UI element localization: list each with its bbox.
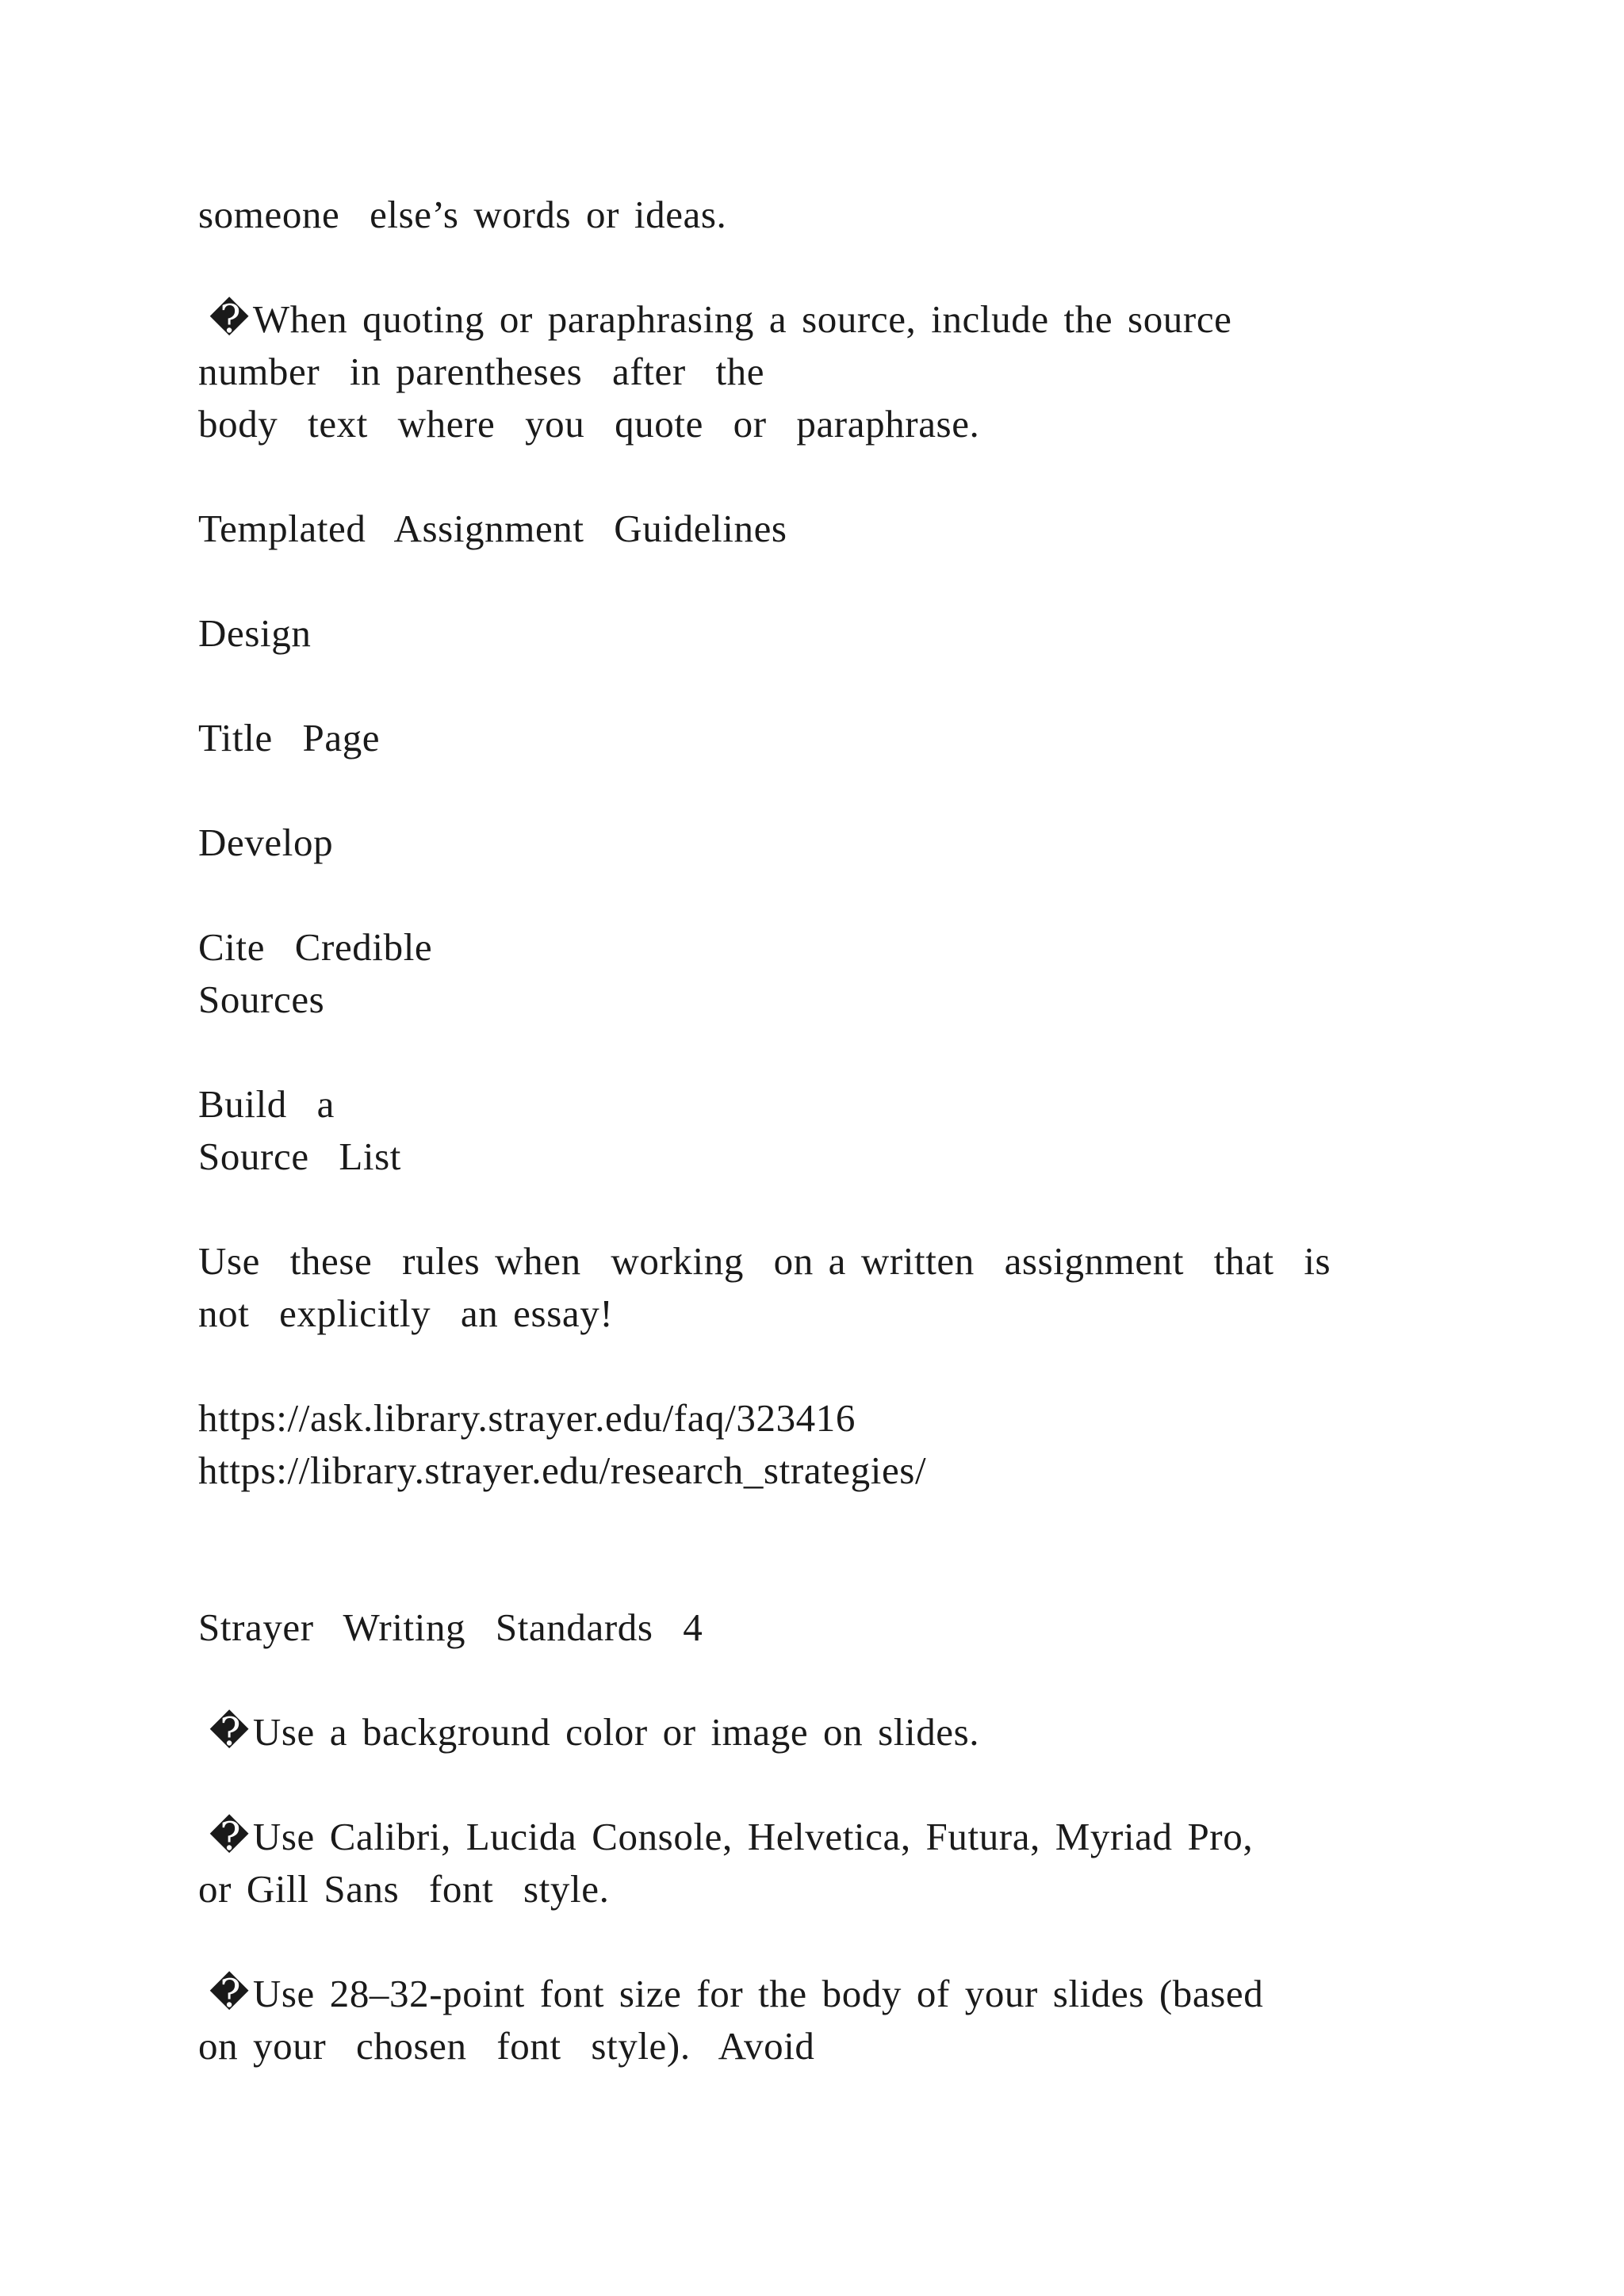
text-line: Design [198, 611, 312, 655]
text-line: Source List [198, 1135, 401, 1178]
text-line: Use 28–32-point font size for the body of your slides (based [252, 1972, 1264, 2015]
document-body [198, 189, 1435, 2125]
text-line: When quoting or paraphrasing a source, include the source [252, 297, 1232, 341]
bullet-icon: � [209, 1710, 250, 1754]
text-line: Strayer Writing Standards 4 [198, 1605, 703, 1649]
bullet-quoting-paraphrasing [198, 293, 1435, 450]
bullet-font-size [198, 1968, 1435, 2072]
bullet-background-color [198, 1706, 1435, 1758]
text-line: not explicitly an essay! [198, 1292, 614, 1335]
link-research-strategies[interactable]: https://library.strayer.edu/research_strategies/ [198, 1448, 927, 1492]
text-line: Use a background color or image on slides. [252, 1710, 980, 1754]
text-line: body text where you quote or paraphrase. [198, 402, 980, 446]
text-line: Sources [198, 978, 325, 1021]
text-line: Templated Assignment Guidelines [198, 507, 787, 550]
step-build-source-list [198, 1078, 1435, 1183]
text-line: Use these rules when working on a written assignment that is [198, 1239, 1331, 1283]
step-develop [198, 817, 1435, 869]
text-line: Cite Credible [198, 925, 433, 969]
step-design [198, 607, 1435, 660]
heading-templated-assignment-guidelines [198, 503, 1435, 555]
paragraph-plagiarism-continuation [198, 189, 1435, 241]
paragraph-links [198, 1392, 1435, 1497]
link-faq[interactable]: https://ask.library.strayer.edu/faq/323416 [198, 1396, 856, 1440]
text-line: number in parentheses after the [198, 350, 765, 393]
step-title-page [198, 712, 1435, 764]
text-line: Build a [198, 1082, 335, 1126]
text-line: Develop [198, 821, 334, 864]
bullet-font-style [198, 1811, 1435, 1915]
step-cite-credible-sources [198, 921, 1435, 1026]
bullet-icon: � [209, 1972, 250, 2015]
bullet-icon: � [209, 1815, 250, 1858]
paragraph-rules-note [198, 1235, 1435, 1340]
text-line: Title Page [198, 716, 381, 760]
text-line: Use Calibri, Lucida Console, Helvetica, Futura, Myriad Pro, [252, 1815, 1254, 1858]
heading-strayer-writing-standards [198, 1601, 1435, 1654]
text-line: or Gill Sans font style. [198, 1867, 610, 1911]
bullet-icon: � [209, 297, 250, 341]
text-line: someone else’s words or ideas. [198, 193, 727, 236]
text-line: on your chosen font style). Avoid [198, 2024, 815, 2068]
